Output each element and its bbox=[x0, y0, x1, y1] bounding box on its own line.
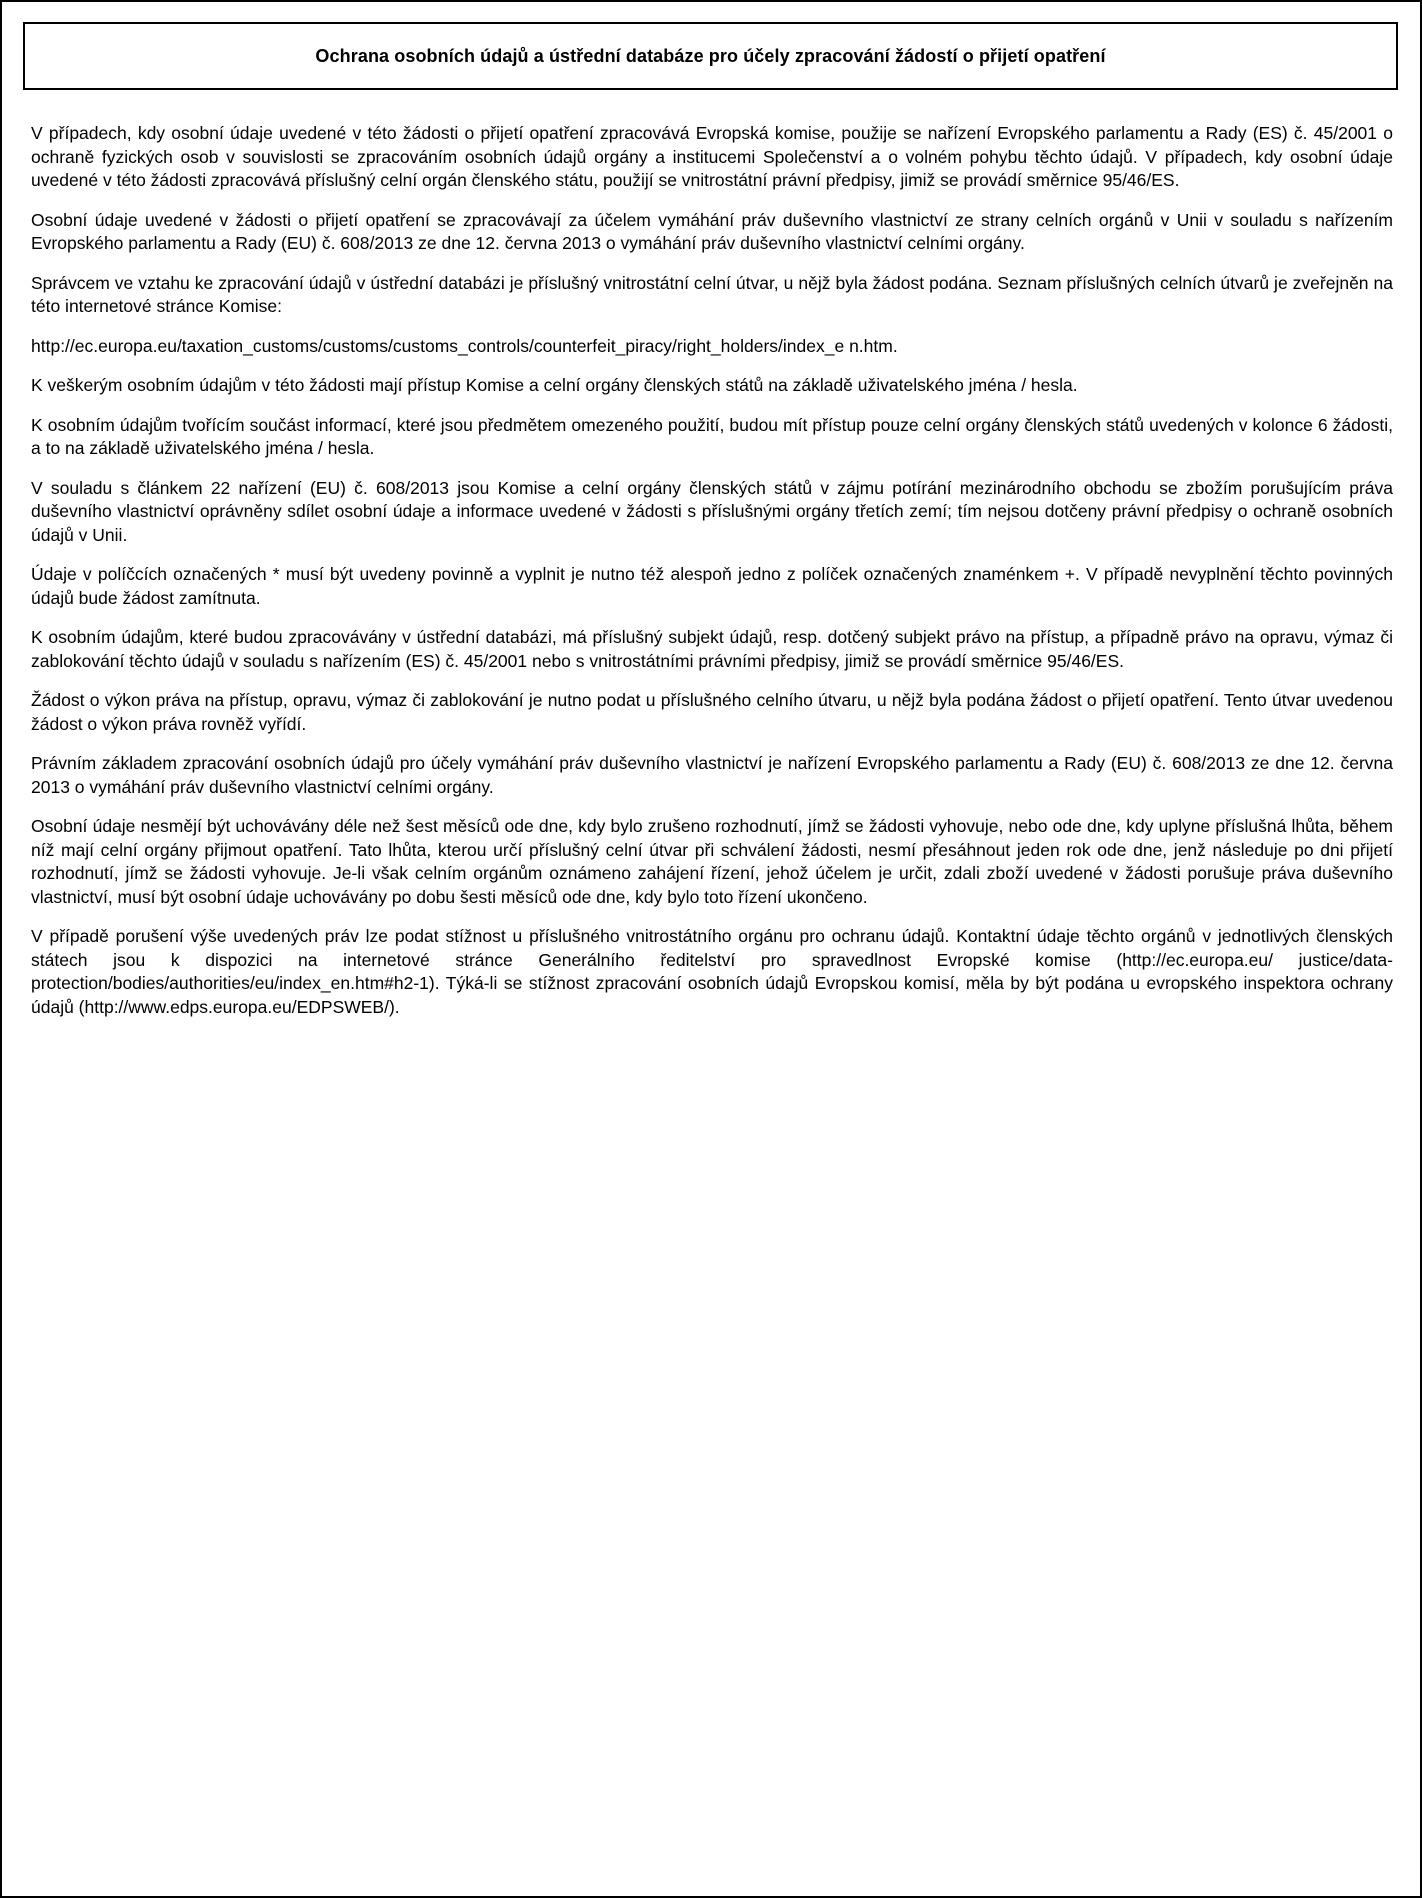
paragraph: K veškerým osobním údajům v této žádosti mají přístup Komise a celní orgány členských států na základě uživatelského jména / hesla. bbox=[31, 375, 1078, 395]
paragraph: V případech, kdy osobní údaje uvedené v této žádosti o přijetí opatření zpracovává Evropská komise, použije se nařízení Evropského parlamentu a Rady (ES) č. 45/2001 o ochraně fyzických osob v souvislosti se zpracováním osobních údajů orgány a institucemi Společenství a o volném pohybu těchto údajů. V případech, kdy osobní údaje uvedené v této žádosti zpracovává příslušný celní orgán členského státu, použijí se vnitrostátní právní předpisy, jimiž se provádí směrnice 95/46/ES. bbox=[31, 123, 1393, 190]
paragraph: Osobní údaje nesmějí být uchovávány déle než šest měsíců ode dne, kdy bylo zrušeno rozhodnutí, jímž se žádosti vyhovuje, nebo ode dne, kdy uplyne příslušná lhůta, během níž mají celní orgány přijmout opatření. Tato lhůta, kterou určí příslušný celní útvar při schválení žádosti, nesmí přesáhnout jeden rok ode dne, jenž následuje po dni přijetí rozhodnutí, jímž se žádosti vyhovuje. Je-li však celním orgánům oznámeno zahájení řízení, jehož účelem je určit, zdali zboží uvedené v žádosti porušuje práva duševního vlastnictví, musí být osobní údaje uchovávány po dobu šesti měsíců ode dne, kdy bylo toto řízení ukončeno. bbox=[31, 816, 1393, 907]
paragraph: Správcem ve vztahu ke zpracování údajů v ústřední databázi je příslušný vnitrostátní celní útvar, u nějž byla žádost podána. Seznam příslušných celních útvarů je zveřejněn na této internetové stránce Komise: bbox=[31, 272, 1393, 316]
title-box bbox=[23, 22, 1398, 90]
paragraph: Osobní údaje uvedené v žádosti o přijetí opatření se zpracovávají za účelem vymáhání práv duševního vlastnictví ze strany celních orgánů v Unii v souladu s nařízením Evropského parlamentu a Rady (EU) č. 608/2013 ze dne 12. června 2013 o vymáhání práv duševního vlastnictví celními orgány. bbox=[31, 209, 1393, 253]
document-body bbox=[31, 122, 1393, 1035]
document-title: Ochrana osobních údajů a ústřední databáze pro účely zpracování žádostí o přijetí opatření bbox=[315, 45, 1106, 66]
paragraph: K osobním údajům, které budou zpracovávány v ústřední databázi, má příslušný subjekt údajů, resp. dotčený subjekt právo na přístup, a případně právo na opravu, výmaz či zablokování těchto údajů v souladu s nařízením (ES) č. 45/2001 nebo s vnitrostátními právními předpisy, jimiž se provádí směrnice 95/46/ES. bbox=[31, 627, 1393, 671]
paragraph: V případě porušení výše uvedených práv lze podat stížnost u příslušného vnitrostátního orgánu pro ochranu údajů. Kontaktní údaje těchto orgánů v jednotlivých členských státech jsou k dispozici na internetové stránce Generálního ředitelství pro spravedlnost Evropské komise (http://ec.europa.eu/ justice/data-protection/bodies/authorities/eu/index_en.htm#h2-1). Týká-li se stížnost zpracování osobních údajů Evropskou komisí, měla by být podána u evropského inspektora ochrany údajů (http://www.edps.europa.eu/EDPSWEB/). bbox=[31, 926, 1393, 1017]
commission-url-paragraph: http://ec.europa.eu/taxation_customs/customs/customs_controls/counterfeit_piracy/right_holders/index_e n.htm. bbox=[31, 335, 898, 356]
paragraph: Údaje v políčcích označených * musí být uvedeny povinně a vyplnit je nutno též alespoň jedno z políček označených znaménkem +. V případě nevyplnění těchto povinných údajů bude žádost zamítnuta. bbox=[31, 564, 1393, 608]
paragraph: Právním základem zpracování osobních údajů pro účely vymáhání práv duševního vlastnictví je nařízení Evropského parlamentu a Rady (EU) č. 608/2013 ze dne 12. června 2013 o vymáhání práv duševního vlastnictví celními orgány. bbox=[31, 753, 1393, 797]
paragraph: K osobním údajům tvořícím součást informací, které jsou předmětem omezeného použití, budou mít přístup pouze celní orgány členských států uvedených v kolonce 6 žádosti, a to na základě uživatelského jména / hesla. bbox=[31, 414, 1393, 458]
paragraph: Žádost o výkon práva na přístup, opravu, výmaz či zablokování je nutno podat u příslušného celního útvaru, u nějž byla podána žádost o přijetí opatření. Tento útvar uvedenou žádost o výkon práva rovněž vyřídí. bbox=[31, 690, 1393, 734]
paragraph: V souladu s článkem 22 nařízení (EU) č. 608/2013 jsou Komise a celní orgány členských států v zájmu potírání mezinárodního obchodu se zbožím porušujícím práva duševního vlastnictví oprávněny sdílet osobní údaje a informace uvedené v žádosti s příslušnými orgány třetích zemí; tím nejsou dotčeny právní předpisy o ochraně osobních údajů v Unii. bbox=[31, 477, 1393, 545]
